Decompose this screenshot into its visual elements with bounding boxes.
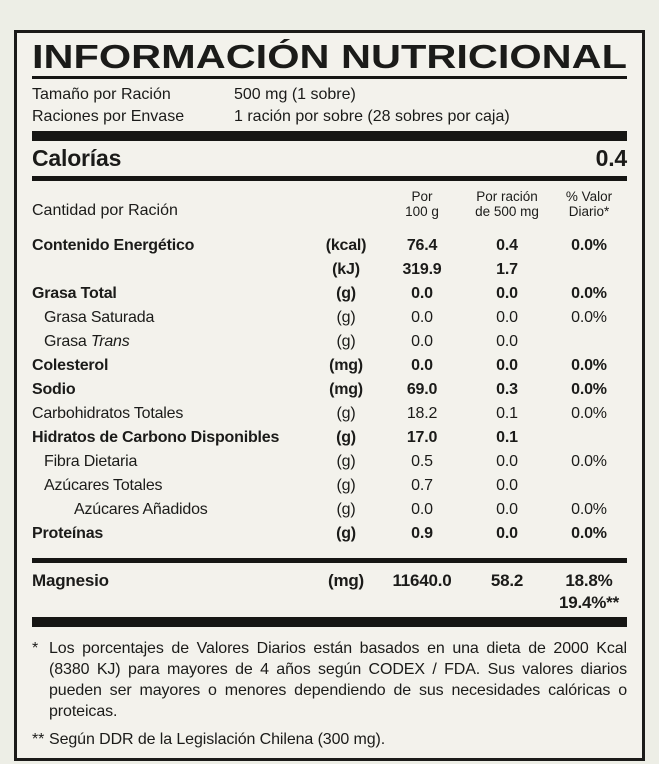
daily-value-percent	[551, 426, 627, 450]
daily-value-percent	[551, 474, 627, 498]
footnote-marker: *	[32, 640, 39, 657]
page-title: INFORMACIÓN NUTRICIONAL	[32, 39, 627, 73]
value-per-serving: 58.2	[490, 571, 524, 590]
footnote-marker: **	[32, 731, 45, 748]
serving-info	[32, 79, 627, 131]
servings-per-container-label: Raciones por Envase	[32, 107, 185, 125]
value-per-serving: 0.0	[496, 501, 518, 518]
nutrient-unit: (g)	[336, 429, 356, 446]
calories-label: Calorías	[32, 145, 122, 171]
value-per-serving: 0.0	[496, 309, 518, 326]
footnote-text: Los porcentajes de Valores Diarios están basados en una dieta de 2000 Kcal (8380 KJ) para mayores de 4 años según CODEX / FDA. Sus valores diarios pueden ser mayores o menores dependiendo de sus necesidades calóricas o proteicas.	[49, 640, 627, 720]
nutrient-table	[32, 234, 627, 546]
nutrient-unit: (g)	[336, 309, 356, 326]
nutrient-name: Fibra Dietaria	[44, 453, 138, 470]
nutrient-name: Grasa Trans	[44, 333, 130, 350]
nutrient-row	[32, 474, 627, 498]
value-per-100g: 11640.0	[392, 571, 452, 590]
nutrient-name: Hidratos de Carbono Disponibles	[32, 429, 280, 446]
thick-divider-top	[32, 131, 627, 141]
nutrient-row	[32, 258, 627, 282]
value-per-serving: 0.0	[496, 525, 518, 542]
nutrient-row	[32, 402, 627, 426]
nutrient-unit: (g)	[336, 525, 356, 542]
nutrient-name: Grasa Total	[32, 285, 117, 302]
daily-value-percent	[551, 570, 627, 614]
daily-value-percent: 0.0%	[571, 357, 607, 374]
nutrient-name: Contenido Energético	[32, 237, 195, 254]
value-per-100g: 0.7	[411, 477, 433, 494]
daily-value-percent: 0.0%	[571, 453, 607, 470]
nutrient-row	[32, 426, 627, 450]
nutrient-row	[32, 282, 627, 306]
nutrient-unit: (g)	[336, 285, 356, 302]
daily-value-percent: 0.0%	[571, 285, 607, 302]
value-per-100g: 319.9	[402, 261, 442, 278]
footnote-text: Según DDR de la Legislación Chilena (300 mg).	[49, 731, 386, 748]
value-per-serving: 0.1	[496, 405, 518, 422]
nutrient-row	[32, 498, 627, 522]
nutrient-name: Grasa Saturada	[44, 309, 155, 326]
nutrient-name: Magnesio	[32, 571, 109, 590]
nutrient-name	[32, 258, 311, 282]
magnesium-row	[32, 563, 627, 617]
nutrient-name: Colesterol	[32, 357, 109, 374]
nutrient-row	[32, 522, 627, 546]
value-per-100g: 69.0	[406, 381, 438, 398]
column-header-per-100g: Por 100 g	[405, 189, 439, 219]
nutrient-row	[32, 306, 627, 330]
nutrient-unit: (mg)	[329, 381, 363, 398]
footnote-daily-values	[32, 638, 627, 722]
value-per-100g: 0.0	[411, 333, 433, 350]
nutrient-unit: (mg)	[327, 571, 365, 590]
thick-divider-bottom	[32, 617, 627, 627]
panel-title-graphic	[32, 39, 627, 73]
calories-value: 0.4	[595, 145, 627, 171]
nutrient-unit: (g)	[336, 477, 356, 494]
daily-value-percent	[551, 330, 627, 354]
serving-size-value: 500 mg (1 sobre)	[234, 86, 356, 103]
nutrient-name: Proteínas	[32, 525, 104, 542]
nutrient-unit: (g)	[336, 501, 356, 518]
daily-value-chile: 19.4%**	[558, 593, 620, 612]
footnote-chilean-ddr	[32, 729, 627, 750]
daily-value-percent: 0.0%	[571, 309, 607, 326]
value-per-serving: 0.0	[496, 453, 518, 470]
value-per-100g: 0.0	[411, 357, 433, 374]
daily-value-percent: 0.0%	[571, 381, 607, 398]
nutrient-unit: (mg)	[329, 357, 363, 374]
value-per-100g: 76.4	[406, 237, 438, 254]
nutrient-row	[32, 354, 627, 378]
daily-value-percent	[551, 258, 627, 282]
value-per-serving: 0.0	[496, 333, 518, 350]
value-per-serving: 0.1	[496, 429, 518, 446]
serving-size-label: Tamaño por Ración	[32, 86, 171, 103]
nutrient-unit: (g)	[336, 405, 356, 422]
nutrient-row	[32, 234, 627, 258]
nutrient-name: Azúcares Totales	[44, 477, 163, 494]
column-header-daily-value: % Valor Diario*	[565, 189, 613, 219]
daily-value-percent: 0.0%	[571, 405, 607, 422]
daily-value-percent: 0.0%	[571, 525, 607, 542]
value-per-serving: 0.4	[496, 237, 518, 254]
nutrient-name: Sodio	[32, 381, 76, 398]
value-per-serving: 0.0	[496, 357, 518, 374]
nutrient-unit: (g)	[336, 453, 356, 470]
servings-per-container-value: 1 ración por sobre (28 sobres por caja)	[234, 107, 510, 125]
nutrient-name: Carbohidratos Totales	[32, 405, 184, 422]
value-per-100g: 0.0	[411, 309, 433, 326]
value-per-serving: 0.0	[496, 477, 518, 494]
value-per-100g: 0.0	[411, 285, 433, 302]
value-per-100g: 18.2	[406, 405, 438, 422]
nutrition-facts-panel	[14, 30, 645, 761]
nutrient-row	[32, 378, 627, 402]
daily-value-percent: 0.0%	[571, 501, 607, 518]
daily-value-codex: 18.8%	[565, 571, 613, 590]
daily-value-percent: 0.0%	[571, 237, 607, 254]
value-per-serving: 0.3	[496, 381, 518, 398]
value-per-serving: 0.0	[496, 285, 518, 302]
column-header-row	[32, 181, 627, 222]
column-header-per-serving: Por ración de 500 mg	[475, 189, 539, 219]
calories-row	[32, 141, 627, 176]
amount-per-serving-label: Cantidad por Ración	[32, 202, 178, 219]
value-per-100g: 0.5	[411, 453, 433, 470]
servings-per-container-row	[32, 106, 627, 128]
nutrient-row	[32, 450, 627, 474]
nutrient-unit: (g)	[336, 333, 356, 350]
nutrient-name: Azúcares Añadidos	[74, 501, 208, 518]
value-per-serving: 1.7	[496, 261, 518, 278]
nutrient-row	[32, 330, 627, 354]
serving-size-row	[32, 84, 627, 106]
value-per-100g: 0.0	[411, 501, 433, 518]
nutrient-unit: (kJ)	[332, 261, 360, 278]
value-per-100g: 17.0	[406, 429, 438, 446]
nutrient-unit: (kcal)	[325, 237, 367, 254]
value-per-100g: 0.9	[411, 525, 433, 542]
